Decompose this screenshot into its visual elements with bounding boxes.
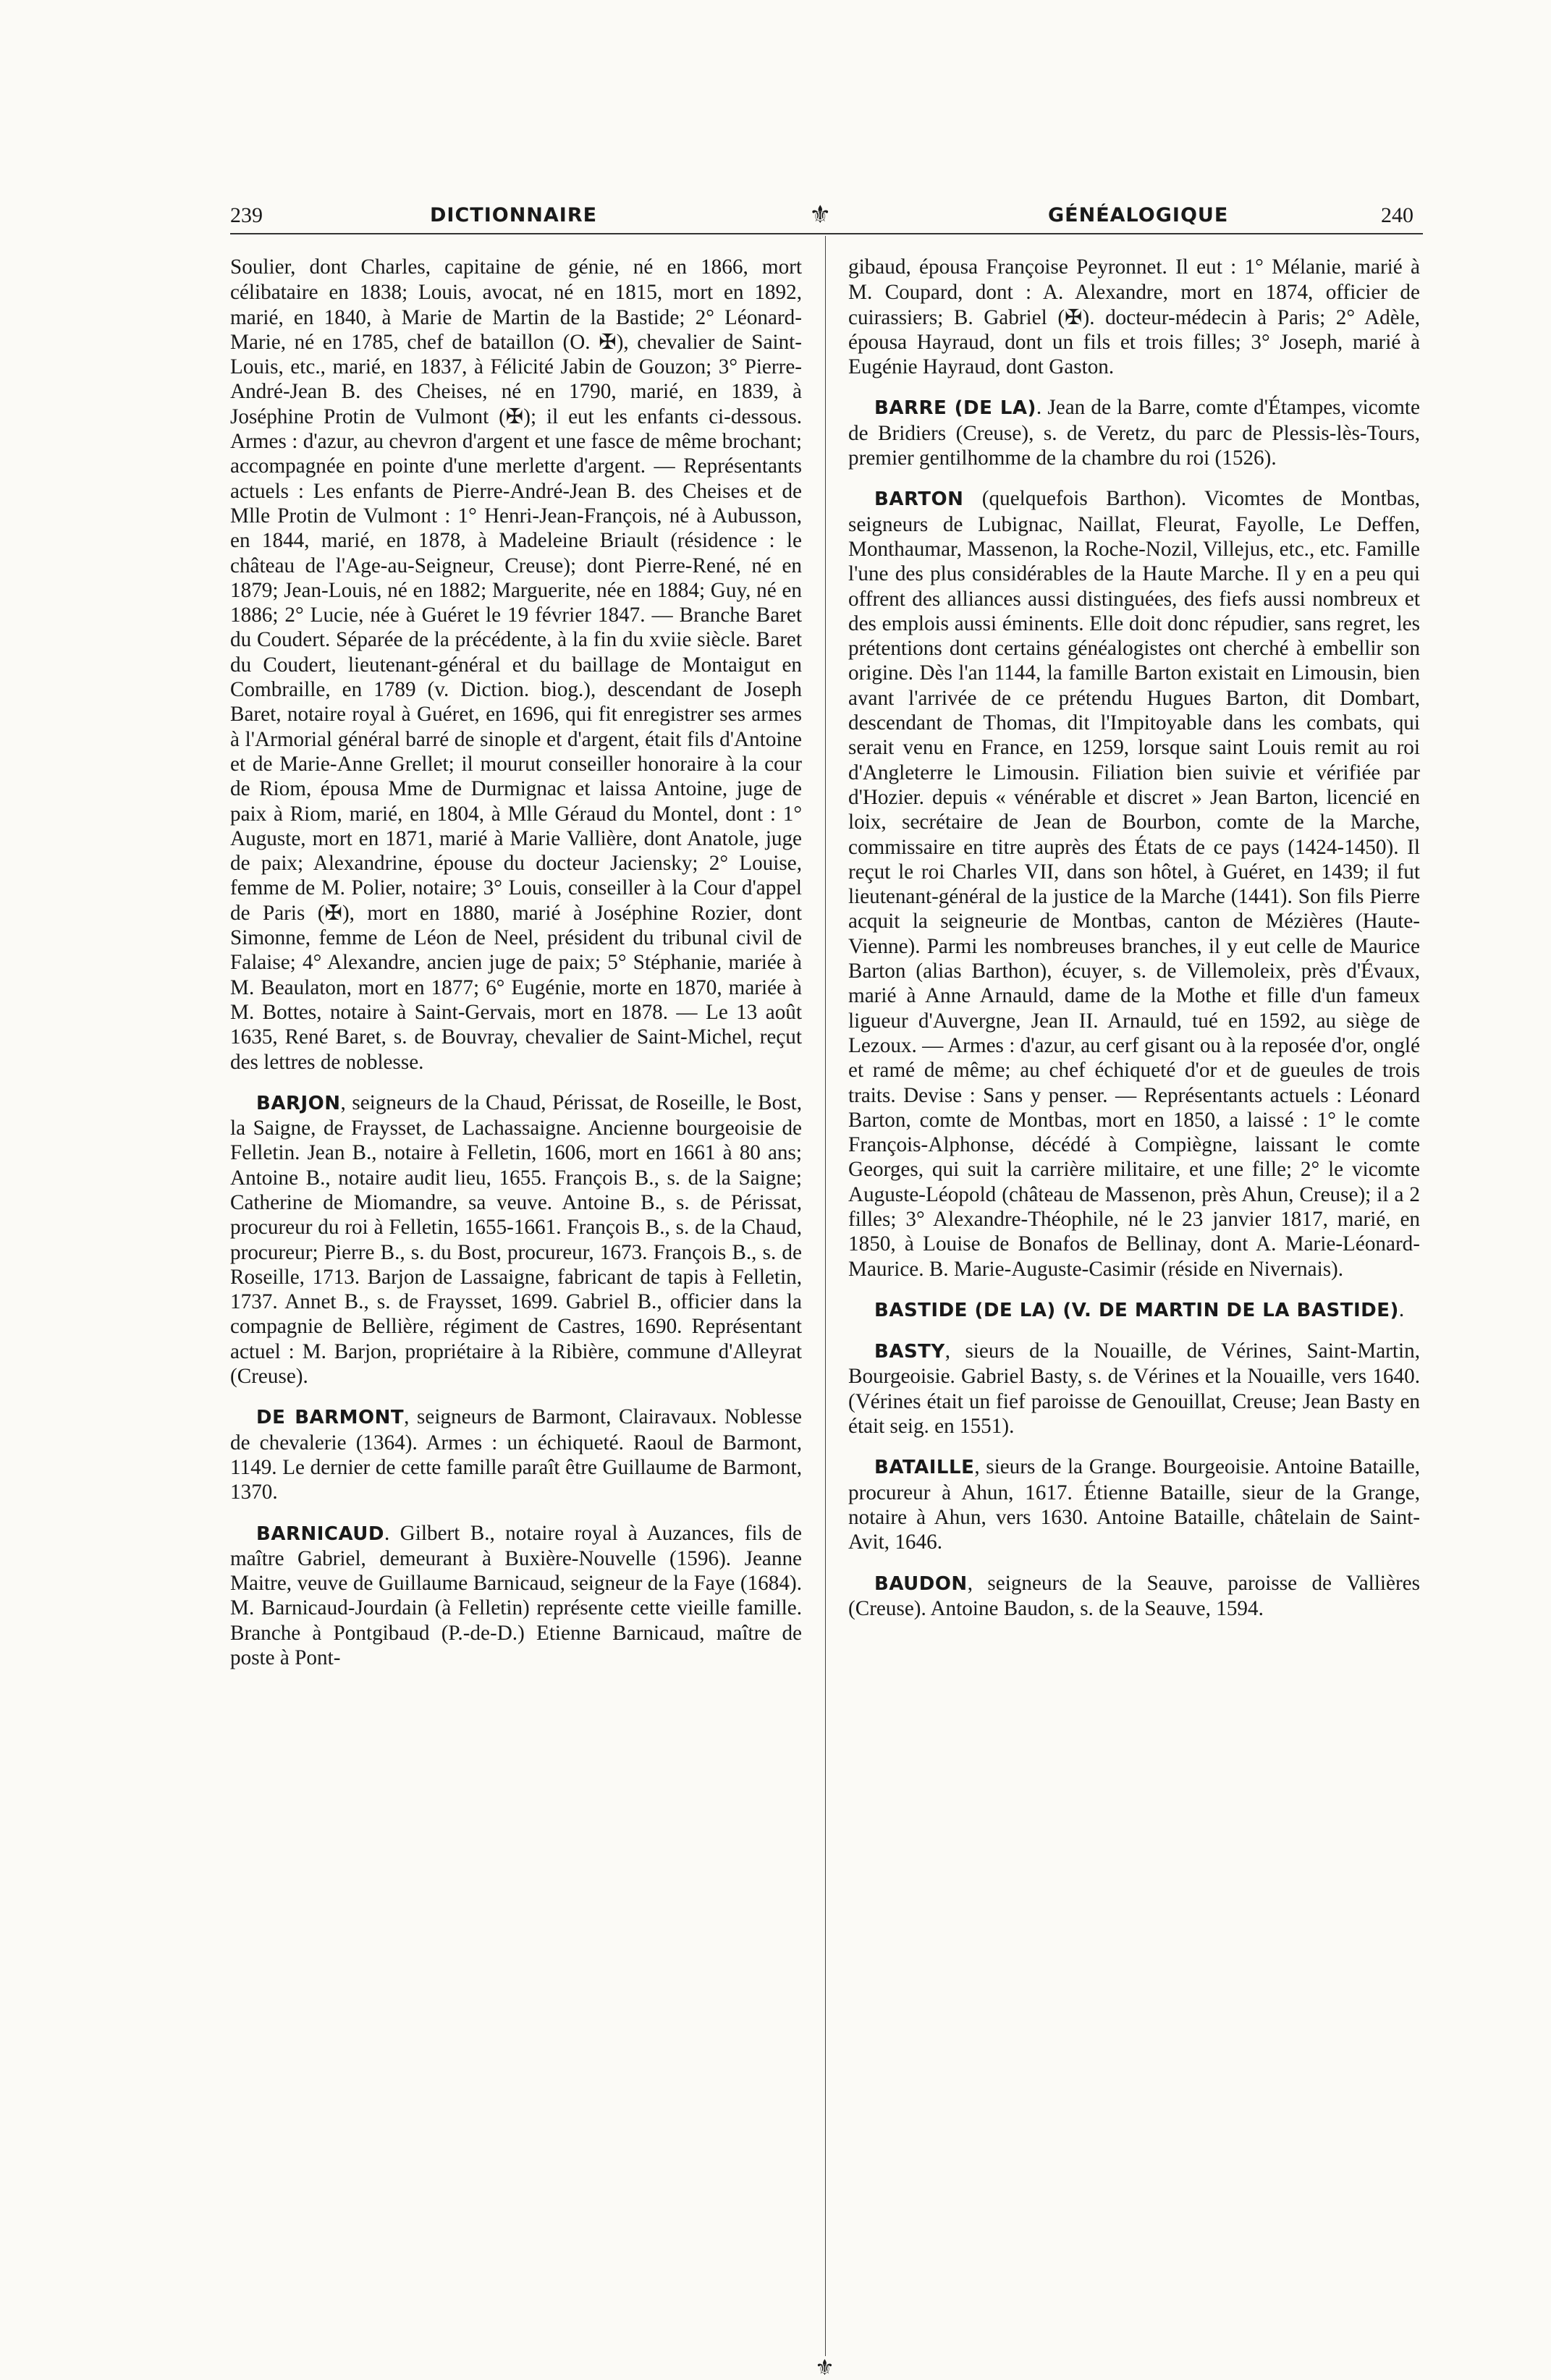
running-title-left: DICTIONNAIRE bbox=[430, 204, 598, 226]
entry-text: Soulier, dont Charles, capitaine de génie, né en 1866, mort célibataire en 1838; Louis, avocat, né en 1815, mort en 1892, marié, en 1840, à Marie de Martin de la Bastide; 2° Léonard-Marie, né en 1785, chef de bataillon (O. ✠), chevalier de Saint-Louis, etc., marié, en 1837, à Félicité Jabin de Gouzon; 3° Pierre-André-Jean B. des Cheises, né en 1790, marié, en 1839, à Joséphine Protin de Vulmont (✠); il eut les enfants ci-dessous. Armes : d'azur, au chevron d'argent et une fasce de même brochant; accompagnée en pointe d'une merlette d'argent. — Représentants actuels : Les enfants de Pierre-André-Jean B. des Cheises et de Mlle Protin de Vulmont : 1° Henri-Jean-François, né à Aubusson, en 1844, marié, en 1878, à Madeleine Briault (résidence : le château de l'Age-au-Seigneur, Creuse); dont Pierre-René, né en 1879; Jean-Louis, né en 1882; Marguerite, née en 1884; Guy, né en 1886; 2° Lucie, née à Guéret le 19 février 1847. — Branche Baret du Coudert. Séparée de la précédente, à la fin du xviie siècle. Baret du Coudert, lieutenant-général et du baillage de Montaigut en Combraille, en 1789 (v. Diction. biog.), descendant de Joseph Baret, notaire royal à Guéret, en 1696, qui fit enregistrer ses armes à l'Armorial général barré de sinople et d'argent, était fils d'Antoine et de Marie-Anne Grellet; il mourut conseiller honoraire à la cour de Riom, épousa Mme de Durmignac et laissa Antoine, juge de paix à Riom, marié, en 1804, à Mlle Géraud du Montel, dont : 1° Auguste, mort en 1871, marié à Marie Vallière, dont Anatole, juge de paix; Alexandrine, épouse du docteur Jaciensky; 2° Louise, femme de M. Polier, notaire; 3° Louis, conseiller à la Cour d'appel de Paris (✠), mort en 1880, marié à Joséphine Rozier, dont Simonne, femme de Léon de Neel, président du tribunal civil de Falaise; 4° Alexandre, ancien juge de paix; 5° Stéphanie, mariée à M. Beaulaton, mort en 1877; 6° Eugénie, morte en 1870, mariée à M. Bottes, notaire à Saint-Gervais, mort en 1878. — Le 13 août 1635, René Baret, s. de Bouvray, chevalier de Saint-Michel, reçut des lettres de noblesse. bbox=[230, 255, 802, 1074]
entry-continuation bbox=[848, 255, 1420, 379]
entry-text: , sieurs de la Grange. Bourgeoisie. Antoine Bataille, procureur à Ahun, 1617. Étienne Bataille, sieur de la Grange, notaire à Ahun, vers 1630. Antoine Bataille, châtelain de Saint-Avit, 1646. bbox=[848, 1455, 1420, 1554]
entry-head: BAUDON bbox=[874, 1572, 968, 1595]
entry-bataille bbox=[848, 1454, 1420, 1554]
entry-head: BARJON bbox=[256, 1092, 341, 1114]
entry-baudon bbox=[848, 1571, 1420, 1622]
entry-text: (quelquefois Barthon). Vicomtes de Montbas, seigneurs de Lubignac, Naillat, Fleurat, Fayolle, Le Deffen, Monthaumar, Massenon, la Roche-Nozil, Villejus, etc., etc. Famille l'une des plus considérables de la Haute Marche. Il y en a peu qui offrent des alliances aussi distinguées, des fiefs aussi nombreux et des emplois aussi éminents. Elle doit donc répudier, sans regret, les prétentions dont certains généalogistes ont cherché à embellir son origine. Dès l'an 1144, la famille Barton existait en Limousin, bien avant l'arrivée de ce prétendu Hugues Barton, dit Dombart, descendant de Thomas, dit l'Impitoyable dans les combats, qui serait venu en France, en 1259, lorsque saint Louis remit au roi d'Angleterre le Limousin. Filiation bien suivie et vérifiée par d'Hozier. depuis « vénérable et discret » Jean Barton, licencié en loix, secrétaire de Jean de Bourbon, comte de la Marche, commissaire en titre auprès des États de ce pays (1424-1450). Il reçut le roi Charles VII, dans son hôtel, à Guéret, en 1439; il fut lieutenant-général de la justice de la Marche (1441). Son fils Pierre acquit la seigneurie de Montbas, canton de Mézières (Haute-Vienne). Parmi les nombreuses branches, il y eut celle de Maurice Barton (alias Barthon), écuyer, s. de Villemoleix, près d'Évaux, marié à Anne Arnauld, dame de la Mothe et fille d'un fameux ligueur d'Auvergne, Jean II. Arnauld, tué en 1592, au siège de Lezoux. — Armes : d'azur, au cerf gisant ou à la reposée d'or, onglé et ramé de même; au chef échiqueté d'or et de gueules de trois traits. Devise : Sans y penser. — Représentants actuels : Léonard Barton, comte de Montbas, mort en 1850, a laissé : 1° le comte François-Alphonse, décédé à Compiègne, laissant le comte Georges, qui suit la carrière militaire, et une fille; 2° le vicomte Auguste-Léopold (château de Massenon, près Ahun, Creuse); il a 2 filles; 3° Alexandre-Théophile, né le 23 janvier 1817, marié, en 1850, à Louise de Bonafos de Bellinay, dont A. Marie-Léonard-Maurice. B. Marie-Auguste-Casimir (réside en Nivernais). bbox=[848, 487, 1420, 1281]
page-header bbox=[230, 201, 1423, 230]
entry-head: BASTY bbox=[874, 1341, 945, 1363]
fleur-de-lis-icon: ⚜ bbox=[815, 2356, 834, 2380]
entry-barton bbox=[848, 486, 1420, 1282]
entry-text: , seigneurs de la Seauve, paroisse de Vallières (Creuse). Antoine Baudon, s. de la Seauve, 1594. bbox=[848, 1571, 1420, 1620]
entry-text: . bbox=[1398, 1297, 1405, 1321]
entry-text: , seigneurs de Barmont, Clairavaux. Noblesse de chevalerie (1364). Armes : un échiqueté. Raoul de Barmont, 1149. Le dernier de cette famille paraît être Guillaume de Barmont, 1370. bbox=[230, 1405, 803, 1504]
running-title-right: GÉNÉALOGIQUE bbox=[1048, 204, 1229, 226]
header-rule bbox=[230, 233, 1423, 234]
entry-head: BARRE (DE LA) bbox=[874, 397, 1036, 420]
entry-basty bbox=[848, 1339, 1420, 1439]
right-column bbox=[848, 255, 1420, 1637]
entry-barjon bbox=[230, 1091, 802, 1389]
entry-text: , sieurs de la Nouaille, de Vérines, Saint-Martin, Bourgeoisie. Gabriel Basty, s. de Vérines et la Nouaille, vers 1640. (Vérines était un fief paroisse de Genouillat, Creuse; Jean Basty en était seig. en 1551). bbox=[848, 1339, 1420, 1439]
entry-barnicaud bbox=[230, 1521, 802, 1671]
entry-head: BASTIDE (DE LA) (V. DE MARTIN DE LA BASTIDE) bbox=[874, 1299, 1399, 1321]
entry-text: . Jean de la Barre, comte d'Étampes, vicomte de Bridiers (Creuse), s. de Veretz, du parc de Plessis-lès-Tours, premier gentilhomme de la chambre du roi (1526). bbox=[848, 396, 1420, 470]
entry-head: DE BARMONT bbox=[256, 1407, 405, 1429]
entry-text: . Gilbert B., notaire royal à Auzances, fils de maître Gabriel, demeurant à Buxière-Nouvelle (1596). Jeanne Maitre, veuve de Guillaume Barnicaud, seigneur de la Faye (1684). M. Barnicaud-Jourdain (à Felletin) représente cette vieille famille. Branche à Pontgibaud (P.-de-D.) Etienne Barnicaud, maître de poste à Pont- bbox=[230, 1521, 802, 1670]
entry-de-barmont bbox=[230, 1405, 802, 1504]
page-number-left: 239 bbox=[230, 203, 263, 227]
entry-text: gibaud, épousa Françoise Peyronnet. Il eut : 1° Mélanie, marié à M. Coupard, dont : A. Alexandre, mort en 1874, officier de cuirassiers; B. Gabriel (✠). docteur-médecin à Paris; 2° Adèle, épousa Hayraud, dont un fils et trois filles; 3° Joseph, marié à Eugénie Hayraud, dont Gaston. bbox=[848, 255, 1420, 379]
entry-head: BARNICAUD bbox=[256, 1523, 384, 1545]
column-divider bbox=[825, 236, 826, 2356]
page-number-right: 240 bbox=[1381, 203, 1413, 227]
entry-bastide bbox=[848, 1297, 1420, 1323]
left-column bbox=[230, 255, 802, 1686]
fleur-de-lis-icon: ⚜ bbox=[809, 202, 832, 229]
entry-head: BARTON bbox=[874, 488, 964, 511]
entry-continuation bbox=[230, 255, 802, 1075]
entry-barre bbox=[848, 395, 1420, 470]
entry-head: BATAILLE bbox=[874, 1457, 975, 1479]
entry-text: , seigneurs de la Chaud, Périssat, de Roseille, le Bost, la Saigne, de Fraysset, de Lachassaigne. Ancienne bourgeoisie de Felletin. Jean B., notaire à Felletin, 1606, mort en 1661 à 80 ans; Antoine B., notaire audit lieu, 1655. François B., s. de la Saigne; Catherine de Miomandre, sa veuve. Antoine B., s. de Périssat, procureur du roi à Felletin, 1655-1661. François B., s. de la Chaud, procureur; Pierre B., s. du Bost, procureur, 1673. François B., s. de Roseille, 1713. Barjon de Lassaigne, fabricant de tapis à Felletin, 1737. Annet B., s. de Fraysset, 1699. Gabriel B., officier dans la compagnie de Bellière, régiment de Castres, 1690. Représentant actuel : M. Barjon, propriétaire à la Ribière, commune d'Alleyrat (Creuse). bbox=[230, 1091, 802, 1389]
